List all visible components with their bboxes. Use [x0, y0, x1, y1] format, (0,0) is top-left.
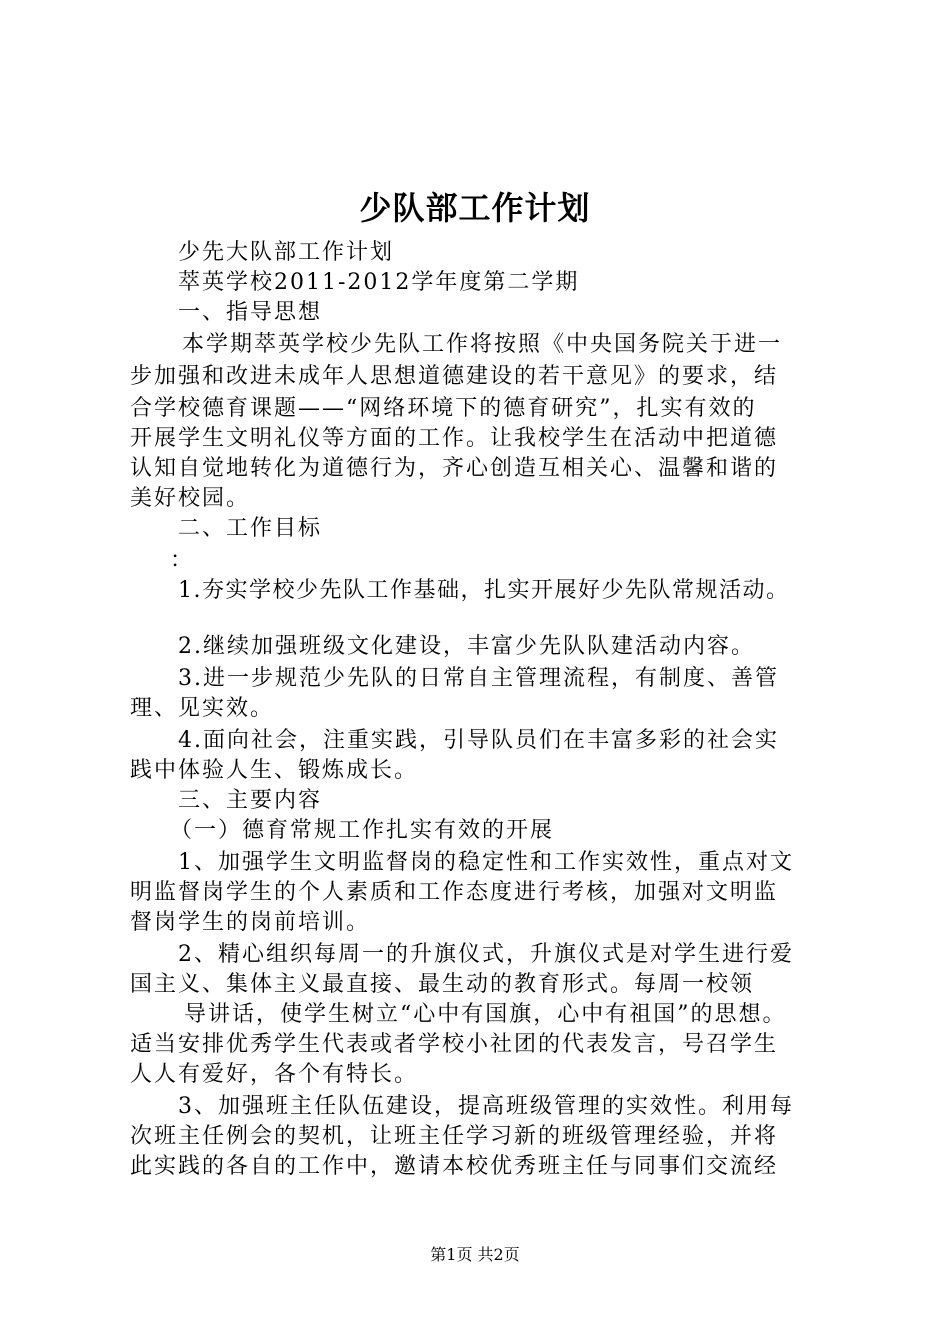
list-item: 3.进一步规范少先队的日常自主管理流程，有制度、善管	[178, 666, 779, 691]
list-item: 1.夯实学校少先队工作基础，扎实开展好少先队常规活动。	[178, 578, 790, 603]
page-footer: 第1页 共2页	[430, 1245, 520, 1264]
colon-line: ：	[170, 548, 195, 573]
paragraph-line: 督岗学生的岗前培训。	[130, 910, 371, 935]
section-heading-1: 一、指导思想	[178, 300, 323, 325]
paragraph-line: 适当安排优秀学生代表或者学校小社团的代表发言，号召学生	[130, 1032, 779, 1057]
paragraph-line: 人人有爱好，各个有特长。	[130, 1062, 419, 1087]
paragraph-line: 开展学生文明礼仪等方面的工作。让我校学生在活动中把道德	[130, 426, 779, 451]
paragraph-line: 此实践的各自的工作中，邀请本校优秀班主任与同事们交流经	[130, 1154, 779, 1179]
paragraph-line: 3、加强班主任队伍建设，提高班级管理的实效性。利用每	[178, 1094, 794, 1119]
paragraph-line: 本学期萃英学校少先队工作将按照《中央国务院关于进一	[182, 332, 783, 357]
paragraph-line: 导讲话，使学生树立“心中有国旗，心中有祖国”的思想。	[184, 1002, 787, 1027]
paragraph-line: 明监督岗学生的个人素质和工作态度进行考核，加强对文明监	[130, 880, 779, 905]
list-item: 2.继续加强班级文化建设，丰富少先队队建活动内容。	[178, 634, 755, 659]
section-heading-3: 三、主要内容	[178, 788, 323, 813]
page-title: 少队部工作计划	[359, 189, 591, 227]
doc-term: 萃英学校2011-2012学年度第二学期	[178, 270, 580, 295]
section-heading-2: 二、工作目标	[178, 516, 323, 541]
paragraph-line: 2、精心组织每周一的升旗仪式，升旗仪式是对学生进行爱	[178, 942, 794, 967]
paragraph-line: 国主义、集体主义最直接、最生动的教育形式。每周一校领	[130, 972, 755, 997]
list-item: 4.面向社会，注重实践，引导队员们在丰富多彩的社会实	[178, 728, 779, 753]
paragraph-line: 1、加强学生文明监督岗的稳定性和工作实效性，重点对文	[178, 850, 794, 875]
paragraph-line: 步加强和改进未成年人思想道德建设的若干意见》的要求，结	[130, 364, 779, 389]
subsection-heading: （一）德育常规工作扎实有效的开展	[170, 818, 555, 843]
paragraph-line: 美好校园。	[130, 486, 251, 511]
paragraph-line: 认知自觉地转化为道德行为，齐心创造互相关心、温馨和谐的	[130, 456, 779, 481]
paragraph-line: 次班主任例会的契机，让班主任学习新的班级管理经验，并将	[130, 1124, 779, 1149]
list-item-continued: 践中体验人生、锻炼成长。	[130, 758, 419, 783]
list-item-continued: 理、见实效。	[130, 696, 275, 721]
paragraph-line: 合学校德育课题——“网络环境下的德育研究”，扎实有效的	[130, 396, 757, 421]
doc-subtitle: 少先大队部工作计划	[178, 240, 395, 265]
